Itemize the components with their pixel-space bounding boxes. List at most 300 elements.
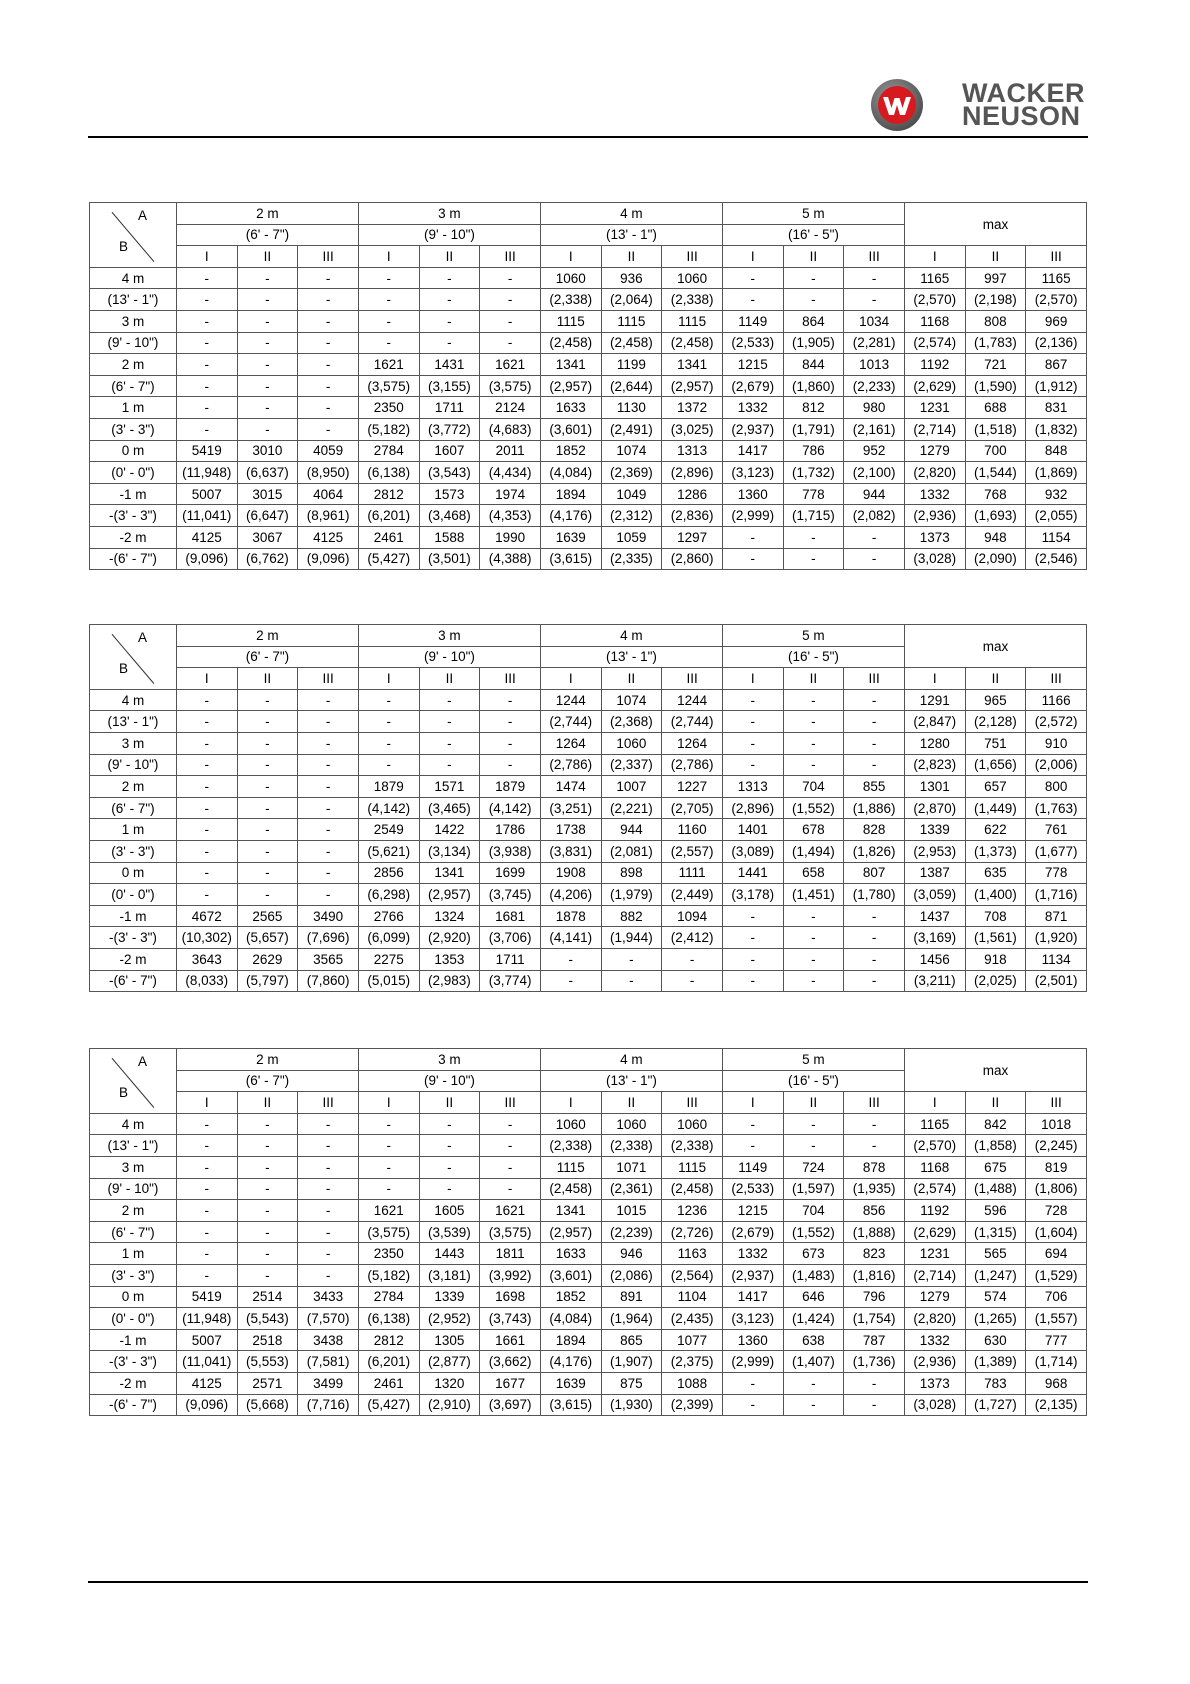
table-cell: 1166 <box>1026 689 1087 711</box>
sub-header-cell: I <box>358 246 419 268</box>
table-cell: 1373 <box>904 1372 965 1394</box>
table-cell: (3,601) <box>540 418 601 440</box>
table-cell: - <box>298 418 359 440</box>
table-cell: 1698 <box>480 1286 541 1308</box>
table-cell: - <box>783 1394 844 1416</box>
distance-header-m: 3 m <box>358 1049 540 1071</box>
table-row <box>90 354 1087 376</box>
load-table-2 <box>89 624 1087 992</box>
table-cell: 4125 <box>176 1372 237 1394</box>
table-cell: 1605 <box>419 1200 480 1222</box>
table-cell: - <box>662 948 723 970</box>
table-cell: 1060 <box>601 1113 662 1135</box>
table-cell: - <box>783 905 844 927</box>
table-cell: - <box>844 689 905 711</box>
table-row <box>90 1394 1087 1416</box>
table-cell: - <box>237 862 298 884</box>
table-row <box>90 1221 1087 1243</box>
table-cell: - <box>722 1394 783 1416</box>
table-row <box>90 970 1087 992</box>
table-cell: 1324 <box>419 905 480 927</box>
table-cell: - <box>298 1156 359 1178</box>
table-cell: 700 <box>965 440 1026 462</box>
table-cell: (2,877) <box>419 1351 480 1373</box>
table-cell: (2,860) <box>662 548 723 570</box>
table-cell: (1,544) <box>965 462 1026 484</box>
table-row <box>90 1372 1087 1394</box>
distance-header-ft: (6' - 7") <box>176 1070 358 1092</box>
table-cell: (2,999) <box>722 505 783 527</box>
sub-header-cell: II <box>237 246 298 268</box>
table-cell: (3,543) <box>419 462 480 484</box>
table-cell: - <box>298 884 359 906</box>
table-cell: - <box>844 754 905 776</box>
table-cell: (1,727) <box>965 1394 1026 1416</box>
table-cell: 2518 <box>237 1329 298 1351</box>
table-cell: 1852 <box>540 440 601 462</box>
table-cell: (2,957) <box>662 375 723 397</box>
table-cell: - <box>298 689 359 711</box>
table-cell: 796 <box>844 1286 905 1308</box>
table-cell: - <box>722 1113 783 1135</box>
table-cell: 808 <box>965 310 1026 332</box>
table-cell: 1154 <box>1026 526 1087 548</box>
table-cell: - <box>480 267 541 289</box>
table-cell: (2,449) <box>662 884 723 906</box>
table-cell: - <box>419 689 480 711</box>
sub-header-cell: I <box>176 246 237 268</box>
table-cell: - <box>237 1156 298 1178</box>
table-cell: (5,015) <box>358 970 419 992</box>
distance-header-ft: (13' - 1") <box>540 646 722 668</box>
table-cell: 1149 <box>722 310 783 332</box>
table-cell: - <box>176 310 237 332</box>
table-cell: - <box>237 689 298 711</box>
table-cell: - <box>237 397 298 419</box>
table-cell: 1431 <box>419 354 480 376</box>
table-cell: 1711 <box>480 948 541 970</box>
table-cell: 2124 <box>480 397 541 419</box>
table-cell: 704 <box>783 1200 844 1222</box>
sub-header-cell: II <box>965 1092 1026 1114</box>
header-row-sub <box>90 1092 1087 1114</box>
table-cell: (2,936) <box>904 505 965 527</box>
table-cell: - <box>176 1264 237 1286</box>
table-cell: - <box>298 862 359 884</box>
table-cell: 1990 <box>480 526 541 548</box>
table-cell: - <box>783 711 844 733</box>
row-height-label: (13' - 1") <box>90 289 177 311</box>
sub-header-cell: II <box>419 246 480 268</box>
table-cell: (2,100) <box>844 462 905 484</box>
table-cell: 1879 <box>480 776 541 798</box>
table-cell: (1,920) <box>1026 927 1087 949</box>
table-cell: (2,055) <box>1026 505 1087 527</box>
table-cell: - <box>237 1200 298 1222</box>
table-cell: 1699 <box>480 862 541 884</box>
brand-line-2: NEUSON <box>962 101 1081 131</box>
table-cell: 1264 <box>540 732 601 754</box>
table-cell: - <box>540 970 601 992</box>
table-cell: 1168 <box>904 1156 965 1178</box>
table-cell: (2,920) <box>419 927 480 949</box>
table-cell: - <box>298 397 359 419</box>
table-cell: (3,575) <box>358 1221 419 1243</box>
table-cell: (6,138) <box>358 462 419 484</box>
table-cell: (2,937) <box>722 1264 783 1286</box>
table-cell: - <box>722 689 783 711</box>
table-cell: 812 <box>783 397 844 419</box>
table-cell: - <box>783 289 844 311</box>
table-cell: (1,860) <box>783 375 844 397</box>
table-cell: (6,138) <box>358 1308 419 1330</box>
sub-header-cell: II <box>965 668 1026 690</box>
table-cell: 1163 <box>662 1243 723 1265</box>
sub-header-cell: I <box>904 246 965 268</box>
table-cell: 646 <box>783 1286 844 1308</box>
table-cell: (11,948) <box>176 1308 237 1330</box>
sub-header-cell: III <box>844 668 905 690</box>
table-cell: - <box>176 332 237 354</box>
table-cell: - <box>722 970 783 992</box>
table-cell: (2,570) <box>904 289 965 311</box>
table-cell: 787 <box>844 1329 905 1351</box>
table-cell: - <box>298 840 359 862</box>
table-cell: (2,910) <box>419 1394 480 1416</box>
table-row <box>90 397 1087 419</box>
table-row <box>90 462 1087 484</box>
table-cell: 5007 <box>176 483 237 505</box>
table-cell: 3010 <box>237 440 298 462</box>
sub-header-cell: I <box>540 668 601 690</box>
table-cell: (2,412) <box>662 927 723 949</box>
table-cell: - <box>480 711 541 733</box>
sub-header-cell: II <box>783 1092 844 1114</box>
distance-header-ft: (13' - 1") <box>540 1070 722 1092</box>
table-row <box>90 1308 1087 1330</box>
row-height-label: (9' - 10") <box>90 332 177 354</box>
table-row <box>90 905 1087 927</box>
table-cell: 3067 <box>237 526 298 548</box>
sub-header-cell: II <box>601 668 662 690</box>
table-cell: - <box>237 289 298 311</box>
table-cell: - <box>237 884 298 906</box>
table-row <box>90 483 1087 505</box>
row-height-label: -(3' - 3") <box>90 1351 177 1373</box>
table-row <box>90 754 1087 776</box>
table-cell: - <box>783 948 844 970</box>
table-cell: - <box>722 526 783 548</box>
row-height-label: -1 m <box>90 905 177 927</box>
table-cell: 1588 <box>419 526 480 548</box>
table-cell: (4,142) <box>480 797 541 819</box>
table-cell: 1422 <box>419 819 480 841</box>
table-cell: 3643 <box>176 948 237 970</box>
table-cell: (2,337) <box>601 754 662 776</box>
table-cell: - <box>844 732 905 754</box>
table-cell: 828 <box>844 819 905 841</box>
table-cell: 688 <box>965 397 1026 419</box>
table-cell: - <box>844 970 905 992</box>
table-cell: (3,697) <box>480 1394 541 1416</box>
table-cell: - <box>298 1221 359 1243</box>
table-cell: - <box>722 754 783 776</box>
table-cell: 871 <box>1026 905 1087 927</box>
table-cell: (2,952) <box>419 1308 480 1330</box>
table-cell: 891 <box>601 1286 662 1308</box>
distance-header-m: 2 m <box>176 203 358 225</box>
table-cell: (2,574) <box>904 1178 965 1200</box>
footer-rule <box>88 1581 1088 1583</box>
table-cell: 630 <box>965 1329 1026 1351</box>
table-cell: - <box>662 970 723 992</box>
table-cell: 1341 <box>662 354 723 376</box>
table-cell: (1,488) <box>965 1178 1026 1200</box>
table-cell: - <box>298 797 359 819</box>
table-cell: 675 <box>965 1156 1026 1178</box>
table-cell: - <box>176 797 237 819</box>
table-cell: (8,033) <box>176 970 237 992</box>
table-cell: (9,096) <box>298 548 359 570</box>
sub-header-cell: II <box>419 1092 480 1114</box>
table-cell: 5419 <box>176 1286 237 1308</box>
table-cell: (3,059) <box>904 884 965 906</box>
sub-header-cell: II <box>601 246 662 268</box>
distance-header-ft: (9' - 10") <box>358 224 540 246</box>
table-cell: - <box>844 1135 905 1157</box>
table-cell: 2812 <box>358 483 419 505</box>
table-cell: - <box>176 819 237 841</box>
table-cell: 778 <box>783 483 844 505</box>
table-cell: (3,211) <box>904 970 965 992</box>
table-cell: 1291 <box>904 689 965 711</box>
table-cell: 3490 <box>298 905 359 927</box>
table-cell: 867 <box>1026 354 1087 376</box>
table-cell: - <box>419 711 480 733</box>
table-cell: 1621 <box>480 1200 541 1222</box>
table-cell: (2,564) <box>662 1264 723 1286</box>
table-cell: 1215 <box>722 354 783 376</box>
table-cell: 1332 <box>904 483 965 505</box>
table-cell: 1279 <box>904 440 965 462</box>
table-cell: (3,251) <box>540 797 601 819</box>
table-cell: (1,816) <box>844 1264 905 1286</box>
table-cell: (4,683) <box>480 418 541 440</box>
table-cell: (5,182) <box>358 418 419 440</box>
table-cell: 635 <box>965 862 1026 884</box>
table-cell: - <box>237 819 298 841</box>
table-row <box>90 375 1087 397</box>
table-cell: (1,715) <box>783 505 844 527</box>
table-cell: - <box>783 970 844 992</box>
table-cell: 1115 <box>662 1156 723 1178</box>
table-cell: - <box>237 267 298 289</box>
table-cell: (1,552) <box>783 797 844 819</box>
table-cell: 1115 <box>540 1156 601 1178</box>
table-cell: - <box>783 267 844 289</box>
table-row <box>90 927 1087 949</box>
table-cell: 932 <box>1026 483 1087 505</box>
distance-header-m: 4 m <box>540 1049 722 1071</box>
table-cell: 864 <box>783 310 844 332</box>
table-cell: (3,178) <box>722 884 783 906</box>
table-row <box>90 1113 1087 1135</box>
table-cell: 1115 <box>540 310 601 332</box>
table-cell: (2,312) <box>601 505 662 527</box>
table-cell: 4059 <box>298 440 359 462</box>
table-cell: (1,451) <box>783 884 844 906</box>
table-cell: - <box>298 354 359 376</box>
load-table-3 <box>89 1048 1087 1416</box>
axis-b-label: B <box>119 239 129 254</box>
table-cell: (3,539) <box>419 1221 480 1243</box>
table-row <box>90 1286 1087 1308</box>
table-cell: 1474 <box>540 776 601 798</box>
header-row-sub <box>90 668 1087 690</box>
table-cell: 5419 <box>176 440 237 462</box>
table-cell: 1049 <box>601 483 662 505</box>
table-cell: 1639 <box>540 526 601 548</box>
table-cell: (2,936) <box>904 1351 965 1373</box>
table-cell: - <box>298 289 359 311</box>
table-cell: - <box>844 927 905 949</box>
table-row <box>90 948 1087 970</box>
table-cell: (3,155) <box>419 375 480 397</box>
table-cell: - <box>237 732 298 754</box>
table-cell: (10,302) <box>176 927 237 949</box>
row-height-label: -2 m <box>90 526 177 548</box>
table-row <box>90 418 1087 440</box>
table-cell: 1165 <box>904 1113 965 1135</box>
table-cell: (4,176) <box>540 1351 601 1373</box>
table-cell: 1286 <box>662 483 723 505</box>
table-cell: 831 <box>1026 397 1087 419</box>
table-cell: (2,629) <box>904 1221 965 1243</box>
table-cell: (5,553) <box>237 1351 298 1373</box>
table-cell: 3015 <box>237 483 298 505</box>
header-row-distance <box>90 1049 1087 1071</box>
header-row-distance <box>90 203 1087 225</box>
table-cell: - <box>298 375 359 397</box>
table-cell: 1681 <box>480 905 541 927</box>
table-cell: 1908 <box>540 862 601 884</box>
table-cell: (2,847) <box>904 711 965 733</box>
table-row <box>90 267 1087 289</box>
table-cell: (1,714) <box>1026 1351 1087 1373</box>
table-cell: 565 <box>965 1243 1026 1265</box>
table-cell: 965 <box>965 689 1026 711</box>
sub-header-cell: II <box>783 668 844 690</box>
table-cell: 1360 <box>722 483 783 505</box>
table-cell: (3,089) <box>722 840 783 862</box>
table-cell: 1244 <box>662 689 723 711</box>
table-cell: - <box>298 1135 359 1157</box>
table-cell: - <box>601 948 662 970</box>
table-cell: 1738 <box>540 819 601 841</box>
distance-header-m: 4 m <box>540 203 722 225</box>
load-table-1 <box>89 202 1087 570</box>
table-row <box>90 711 1087 733</box>
table-cell: - <box>480 289 541 311</box>
distance-header-m: 5 m <box>722 203 904 225</box>
table-cell: 1115 <box>662 310 723 332</box>
sub-header-cell: I <box>904 1092 965 1114</box>
table-cell: (1,529) <box>1026 1264 1087 1286</box>
row-height-label: 1 m <box>90 819 177 841</box>
table-cell: 3499 <box>298 1372 359 1394</box>
distance-header-ft: (6' - 7") <box>176 646 358 668</box>
row-height-label: -1 m <box>90 1329 177 1351</box>
table-cell: 694 <box>1026 1243 1087 1265</box>
table-cell: 1332 <box>722 397 783 419</box>
table-cell: (1,597) <box>783 1178 844 1200</box>
table-cell: - <box>176 1156 237 1178</box>
row-height-label: -(3' - 3") <box>90 505 177 527</box>
table-cell: (2,399) <box>662 1394 723 1416</box>
table-cell: - <box>358 732 419 754</box>
table-cell: (2,361) <box>601 1178 662 1200</box>
table-cell: 1236 <box>662 1200 723 1222</box>
table-row <box>90 332 1087 354</box>
axis-a-label: A <box>138 1054 148 1069</box>
table-cell: (3,169) <box>904 927 965 949</box>
table-row <box>90 689 1087 711</box>
table-cell: - <box>783 548 844 570</box>
table-cell: 848 <box>1026 440 1087 462</box>
table-cell: (1,869) <box>1026 462 1087 484</box>
table-cell: - <box>480 754 541 776</box>
table-cell: (2,744) <box>540 711 601 733</box>
table-cell: 1373 <box>904 526 965 548</box>
table-cell: (2,983) <box>419 970 480 992</box>
table-cell: 2571 <box>237 1372 298 1394</box>
table-cell: (1,763) <box>1026 797 1087 819</box>
table-cell: - <box>298 711 359 733</box>
table-cell: 1134 <box>1026 948 1087 970</box>
table-cell: (2,679) <box>722 1221 783 1243</box>
row-height-label: (9' - 10") <box>90 1178 177 1200</box>
table-cell: (5,657) <box>237 927 298 949</box>
sub-header-cell: I <box>904 668 965 690</box>
table-cell: 1279 <box>904 1286 965 1308</box>
row-height-label: (13' - 1") <box>90 1135 177 1157</box>
table-cell: (3,123) <box>722 1308 783 1330</box>
sub-header-cell: III <box>844 1092 905 1114</box>
table-cell: 4125 <box>298 526 359 548</box>
table-cell: (1,791) <box>783 418 844 440</box>
sub-header-cell: I <box>540 1092 601 1114</box>
table-cell: - <box>237 711 298 733</box>
table-cell: 2812 <box>358 1329 419 1351</box>
table-cell: (6,298) <box>358 884 419 906</box>
table-cell: (5,621) <box>358 840 419 862</box>
table-cell: - <box>176 289 237 311</box>
table-cell: 721 <box>965 354 1026 376</box>
sub-header-cell: III <box>298 668 359 690</box>
table-cell: (1,780) <box>844 884 905 906</box>
table-cell: 673 <box>783 1243 844 1265</box>
table-cell: - <box>298 819 359 841</box>
table-cell: 778 <box>1026 862 1087 884</box>
table-cell: (2,006) <box>1026 754 1087 776</box>
table-cell: - <box>480 732 541 754</box>
table-cell: - <box>419 267 480 289</box>
table-row <box>90 797 1087 819</box>
table-row <box>90 862 1087 884</box>
table-row <box>90 1264 1087 1286</box>
row-height-label: -1 m <box>90 483 177 505</box>
table-cell: - <box>176 1135 237 1157</box>
